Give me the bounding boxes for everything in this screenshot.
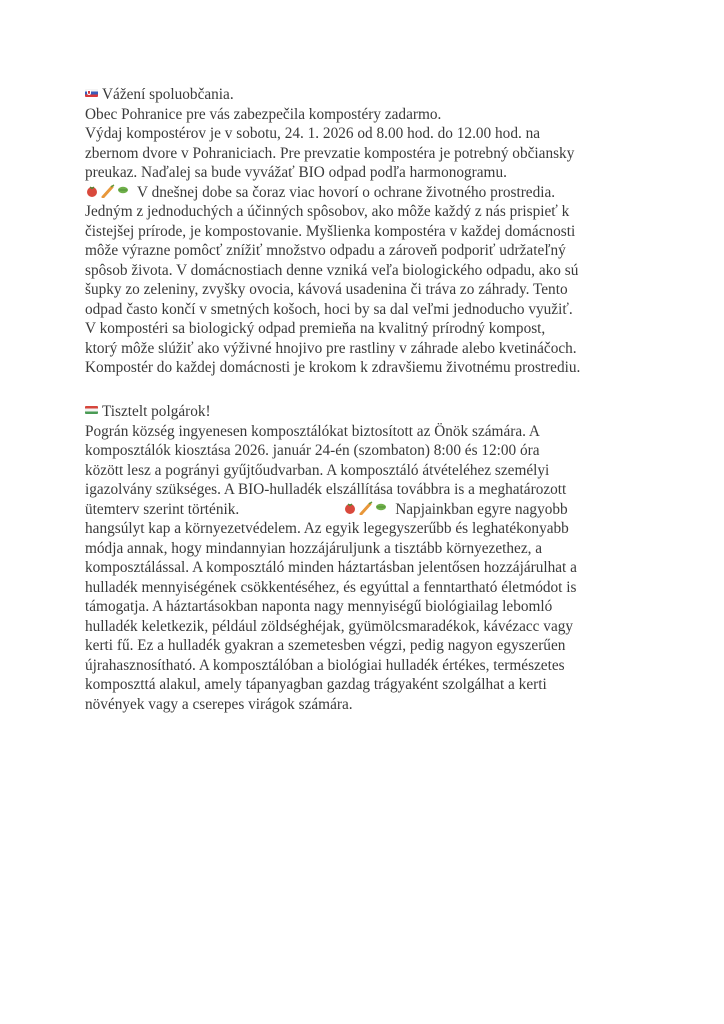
text-line: igazolvány szükséges. A BIO-hulladék elszállítása továbbra is a meghatározott [85, 481, 567, 498]
slovak-flag-icon [85, 89, 98, 97]
text-line: hulladék mennyiségének csökkentéséhez, és egyúttal a fenntartható életmódot is [85, 578, 577, 596]
tomato-carrot-leaf-icon [85, 184, 131, 198]
text-line: zbernom dvore v Pohraniciach. Pre prevzatie kompostéra je potrebný občiansky [85, 144, 575, 162]
slovak-greeting-line [85, 85, 685, 105]
hungarian-announcement [85, 402, 685, 714]
text-line: hangsúlyt kap a környezetvédelem. Az egyik legegyszerűbb és leghatékonyabb [85, 520, 569, 537]
text-line: komposztálók kiosztása 2026. január 24-én (szombaton) 8:00 és 12:00 óra [85, 442, 540, 459]
text-line: šupky zo zeleniny, zvyšky ovocia, kávová usadenina či tráva zo záhrady. Tento [85, 281, 568, 298]
text-line: Pográn község ingyenesen komposztálókat biztosított az Önök számára. A [85, 422, 540, 440]
hungarian-greeting-line [85, 402, 685, 422]
text-line: spôsob života. V domácnostiach denne vzniká veľa biologického odpadu, ako sú [85, 261, 579, 279]
text-line: V kompostéri sa biologický odpad premieňa na kvalitný prírodný kompost, [85, 320, 546, 337]
hungarian-schedule-text: ütemterv szerint történik. [85, 500, 240, 518]
text-line: között lesz a pogrányi gyűjtőudvarban. A komposztáló átvételéhez személyi [85, 461, 550, 479]
text-line: módja annak, hogy mindannyian hozzájáruljunk a tisztább környezethez, a [85, 539, 543, 557]
text-line: újrahasznosítható. A komposztálóban a biológiai hulladék értékes, természetes [85, 656, 565, 674]
text-line: kerti fű. Ez a hulladék gyakran a szemetesben végzi, pedig nagyon egyszerűen [85, 637, 566, 654]
hungarian-environment-line [85, 500, 685, 520]
text-line: növények vagy a cserepes virágok számára. [85, 695, 353, 713]
text-line: môže výrazne pomôcť znížiť množstvo odpadu a zároveň podporiť udržateľný [85, 242, 566, 259]
text-line: preukaz. Naďalej sa bude vyvážať BIO odpad podľa harmonogramu. [85, 164, 507, 181]
text-line: Kompostér do každej domácnosti je krokom k zdravšiemu životnému prostrediu. [85, 359, 581, 376]
text-line: támogatja. A háztartásokban naponta nagy mennyiségű biológiailag lebomló [85, 598, 553, 615]
slovak-announcement [85, 85, 685, 378]
text-line: čistejšej prírode, je kompostovanie. Myšlienka kompostéra v každej domácnosti [85, 222, 576, 240]
slovak-greeting: Vážení spoluobčania. [102, 86, 234, 103]
slovak-environment-text: V dnešnej dobe sa čoraz viac hovorí o ochrane životného prostredia. [137, 183, 556, 201]
text-line: Obec Pohranice pre vás zabezpečila kompostéry zadarmo. [85, 105, 442, 123]
text-line: ktorý môže slúžiť ako výživné hnojivo pre rastliny v záhrade alebo kvetináčoch. [85, 339, 577, 357]
text-line: Jedným z jednoduchých a účinných spôsobov, ako môže každý z nás prispieť k [85, 203, 570, 220]
text-line: komposzttá alakul, amely tápanyagban gazdag trágyaként szolgálhat a kerti [85, 676, 547, 693]
tomato-carrot-leaf-icon [343, 501, 389, 515]
text-line: Výdaj kompostérov je v sobotu, 24. 1. 2026 od 8.00 hod. do 12.00 hod. na [85, 125, 541, 142]
hungarian-flag-icon [85, 406, 98, 414]
slovak-environment-line [85, 183, 685, 203]
hungarian-greeting: Tisztelt polgárok! [102, 403, 211, 420]
text-line: komposztálással. A komposztáló minden háztartásban jelentősen hozzájárulhat a [85, 559, 577, 576]
text-line: hulladék keletkezik, például zöldséghéjak, gyümölcsmaradékok, kávézacc vagy [85, 617, 574, 635]
text-line: odpad často končí v smetných košoch, hoci by sa dal veľmi jednoducho využiť. [85, 300, 573, 318]
hungarian-environment-text: Napjainkban egyre nagyobb [395, 500, 568, 518]
